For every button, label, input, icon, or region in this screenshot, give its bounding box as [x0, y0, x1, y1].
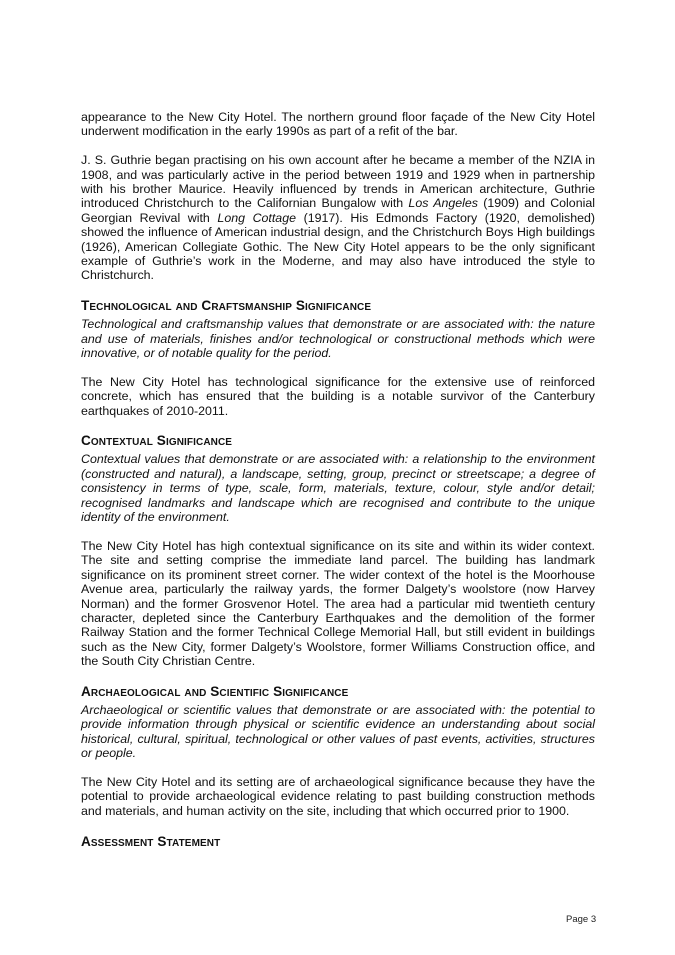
- page-number: Page 3: [566, 914, 597, 925]
- section-intro: Archaeological or scientific values that demonstrate or are associated with: the potential to provide information through physical or scientific evidence an understanding about social historical, cultural, spiritual, technological or other values of past events, activities, structures or people.: [81, 702, 595, 761]
- section-heading: Technological and Craftsmanship Significance: [81, 298, 372, 314]
- section-body: The New City Hotel and its setting are of archaeological significance because they have the potential to provide archaeological evidence relating to past building construction methods and materials, and human activity on the site, including that which occurred prior to 1900.: [81, 774, 595, 818]
- building-name-long-cottage: Long Cottage: [217, 210, 296, 225]
- section-intro: Technological and craftsmanship values that demonstrate or are associated with: the nature and use of materials, finishes and/or technological or constructional methods which were innovative, or of notable quality for the period.: [81, 317, 595, 361]
- section-heading: Assessment Statement: [81, 833, 221, 849]
- section-heading: Contextual Significance: [81, 433, 233, 449]
- section-technological: [81, 297, 595, 418]
- text-run: (1917). His Edmonds Factory (1920, demolished) showed the influence of American industrial design, and the Christchurch Boys High buildings (1926), American Collegiate Gothic. The New City Hotel appears to be the only significant example of Guthrie’s work in the Moderne, and may also have introduced the style to Christchurch.: [81, 210, 595, 283]
- section-body: The New City Hotel has technological significance for the extensive use of reinforced concrete, which has ensured that the building is a notable survivor of the Canterbury earthquakes of 2010-2011.: [81, 374, 595, 418]
- opening-paragraph: appearance to the New City Hotel. The northern ground floor façade of the New City Hotel underwent modification in the early 1990s as part of a refit of the bar.: [81, 110, 595, 139]
- section-body: The New City Hotel has high contextual significance on its site and within its wider context. The site and setting comprise the immediate land parcel. The building has landmark significance on its prominent street corner. The wider context of the hotel is the Moorhouse Avenue area, particularly the railway yards, the former Dalgety’s woolstore (now Harvey Norman) and the former Grosvenor Hotel. The area had a particular mid twentieth century character, depleted since the Canterbury Earthquakes and the demolition of the former Railway Station and the former Technical College Memorial Hall, but still evident in buildings such as the New City, former Dalgety’s Woolstore, former Williams Construction office, and the South City Christian Centre.: [81, 538, 595, 669]
- section-archaeological: [81, 683, 595, 818]
- building-name-los-angeles: Los Angeles: [408, 196, 478, 211]
- section-heading: Archaeological and Scientific Significance: [81, 683, 349, 699]
- section-intro: Contextual values that demonstrate or are associated with: a relationship to the environment (constructed and natural), a landscape, setting, group, precinct or streetscape; a degree of consistency in terms of type, scale, form, materials, texture, colour, style and/or detail; recognised landmarks and landscape which are recognised and contribute to the unique identity of the environment.: [81, 452, 595, 525]
- section-assessment: [81, 833, 595, 851]
- guthrie-paragraph: [81, 153, 595, 283]
- section-contextual: [81, 432, 595, 668]
- text-run: (1909) and Colonial Georgian Revival with: [81, 196, 595, 225]
- document-page: [81, 110, 595, 853]
- text-run: J. S. Guthrie began practising on his own account after he became a member of the NZIA in 1908, and was particularly active in the period between 1919 and 1929 when in partnership with his brother Maurice. Heavily influenced by trends in American architecture, Guthrie introduced Christchurch to the Californian Bungalow with: [81, 153, 595, 211]
